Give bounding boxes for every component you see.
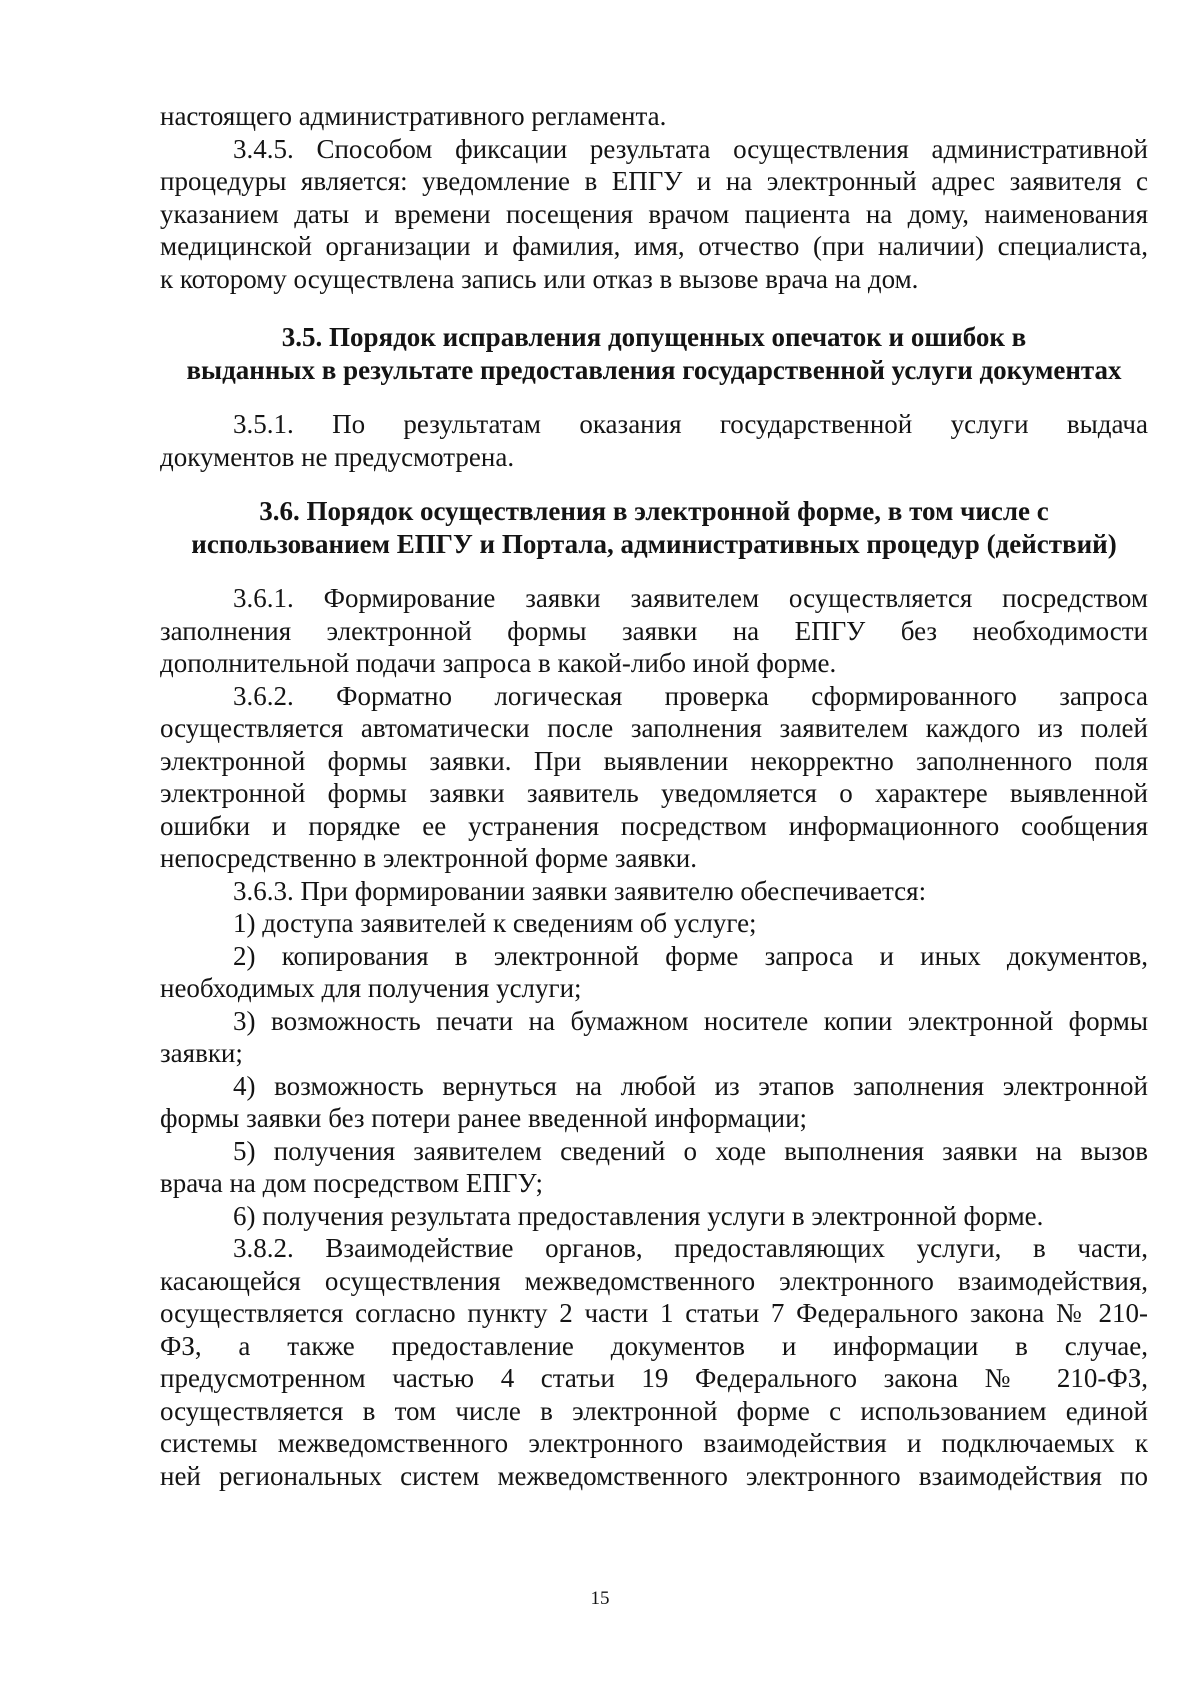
- paragraph-line: осуществляется согласно пункту 2 части 1 статьи 7 Федерального закона № 210-: [160, 1298, 1148, 1328]
- paragraph-line: заполнения электронной формы заявки на ЕПГУ без необходимости: [160, 615, 1148, 646]
- list-item-line: 5) получения заявителем сведений о ходе выполнения заявки на вызов: [233, 1135, 1148, 1166]
- paragraph-line: непосредственно в электронной форме заявки.: [160, 843, 697, 873]
- list-item: [160, 940, 1148, 1005]
- paragraph-line: ней региональных систем межведомственного электронного взаимодействия по: [160, 1460, 1148, 1491]
- list-item: [160, 907, 1148, 940]
- list-item-line: формы заявки без потери ранее введенной информации;: [160, 1103, 808, 1133]
- paragraph-line: указанием даты и времени посещения врачом пациента на дому, наименования: [160, 198, 1148, 229]
- paragraph-line: осуществляется в том числе в электронной форме с использованием единой: [160, 1395, 1148, 1426]
- list-item-line: заявки;: [160, 1038, 243, 1068]
- heading-line: использованием ЕПГУ и Портала, административных процедур (действий): [191, 528, 1117, 559]
- paragraph-line: электронной формы заявки. При выявлении некорректно заполненного поля: [160, 745, 1148, 776]
- paragraph-line: ФЗ, а также предоставление документов и информации в случае,: [160, 1330, 1148, 1361]
- paragraph-line: дополнительной подачи запроса в какой-либо иной форме.: [160, 648, 837, 678]
- paragraph-line: 3.4.5. Способом фиксации результата осуществления административной: [233, 133, 1148, 164]
- paragraph-line: ошибки и порядке ее устранения посредством информационного сообщения: [160, 810, 1148, 841]
- list-item-line: врача на дом посредством ЕПГУ;: [160, 1168, 544, 1198]
- paragraph-line: 3.8.2. Взаимодействие органов, предоставляющих услуги, в части,: [233, 1233, 1148, 1263]
- heading-line: 3.5. Порядок исправления допущенных опечаток и ошибок в: [281, 322, 1027, 352]
- list-item-line: 1) доступа заявителей к сведениям об услуге;: [233, 908, 757, 938]
- paragraph-line: осуществляется автоматически после заполнения заявителем каждого из полей: [160, 713, 1148, 743]
- list-item-line: 4) возможность вернуться на любой из этапов заполнения электронной: [233, 1070, 1148, 1101]
- list-item-line: 2) копирования в электронной форме запроса и иных документов,: [233, 940, 1148, 971]
- list-item-line: 3) возможность печати на бумажном носителе копии электронной формы: [233, 1005, 1148, 1036]
- paragraph-line: касающейся осуществления межведомственного электронного взаимодействия,: [160, 1265, 1148, 1296]
- heading-line: выданных в результате предоставления государственной услуги документах: [186, 354, 1122, 385]
- paragraph-3-6-3: 3.6.3. При формировании заявки заявителю обеспечивается:: [233, 875, 927, 906]
- paragraph-line: электронной формы заявки заявитель уведомляется о характере выявленной: [160, 778, 1148, 808]
- paragraph-line: предусмотренном частью 4 статьи 19 Федерального закона № 210-ФЗ,: [160, 1363, 1148, 1393]
- paragraph-3-5-1: [160, 408, 1148, 473]
- list-item: [160, 1135, 1148, 1200]
- list-item: [160, 1005, 1148, 1070]
- document-page: [160, 100, 1148, 1492]
- paragraph-line: 3.6.1. Формирование заявки заявителем осуществляется посредством: [233, 583, 1148, 613]
- list-item: [160, 1200, 1148, 1233]
- paragraph-line: документов не предусмотрена.: [160, 441, 515, 472]
- paragraph-line: системы межведомственного электронного взаимодействия и подключаемых к: [160, 1428, 1148, 1458]
- paragraph-3-6-2: [160, 680, 1148, 875]
- section-heading-3-6: [160, 495, 1148, 560]
- section-heading-3-5: [160, 321, 1148, 386]
- page-number: 15: [590, 1588, 610, 1609]
- paragraph-line: к которому осуществлена запись или отказ в вызове врача на дом.: [160, 263, 919, 294]
- paragraph-line: 3.6.2. Форматно логическая проверка сформированного запроса: [233, 680, 1148, 711]
- paragraph-3-6-1: [160, 582, 1148, 680]
- paragraph-line: процедуры является: уведомление в ЕПГУ и на электронный адрес заявителя с: [160, 166, 1148, 196]
- list-item-line: необходимых для получения услуги;: [160, 973, 582, 1003]
- paragraph-line: медицинской организации и фамилия, имя, отчество (при наличии) специалиста,: [160, 231, 1148, 261]
- list-item-line: 6) получения результата предоставления услуги в электронной форме.: [233, 1200, 1044, 1231]
- heading-line: 3.6. Порядок осуществления в электронной форме, в том числе с: [259, 496, 1049, 526]
- paragraph-line: 3.5.1. По результатам оказания государственной услуги выдача: [233, 409, 1148, 439]
- paragraph-3-8-2: [160, 1232, 1148, 1492]
- paragraph-line: настоящего административного регламента.: [160, 101, 667, 131]
- paragraph-3-4-5: [160, 133, 1148, 296]
- list-item: [160, 1070, 1148, 1135]
